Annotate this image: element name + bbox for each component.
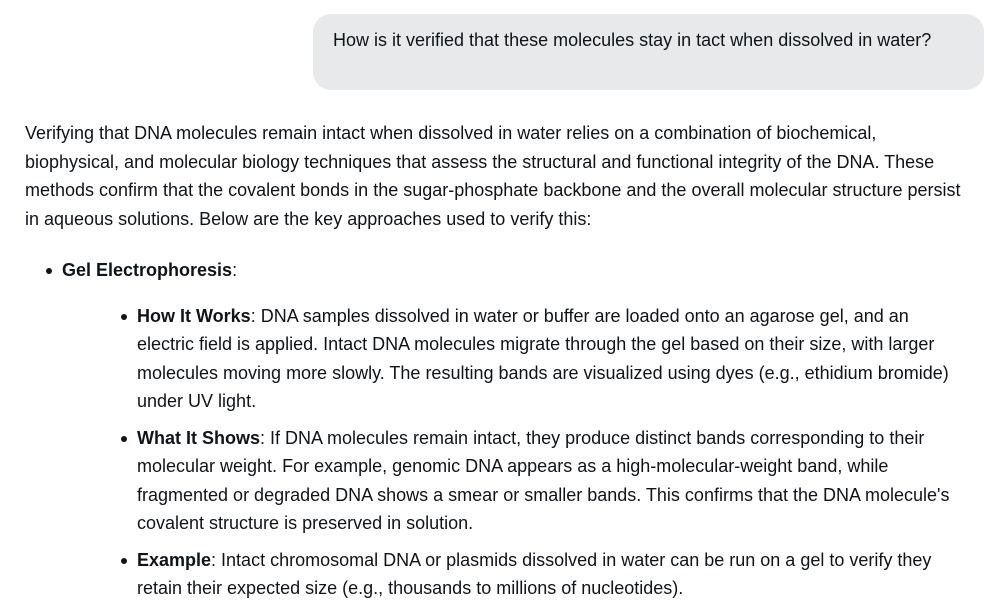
bullet-icon: [121, 314, 127, 320]
response-intro-paragraph: Verifying that DNA molecules remain intact when dissolved in water relies on a combination of biochemical, biophysical, and molecular biology techniques that assess the structural and functional integrity of the DNA. These methods confirm that the covalent bonds in the sugar-phosphate backbone and the overall molecular structure persist in aqueous solutions. Below are the key approaches used to verify this:: [25, 123, 961, 229]
user-message-text: How is it verified that these molecules stay in tact when dissolved in water?: [333, 30, 932, 50]
subitem-example: [62, 546, 970, 603]
section-title: Gel Electrophoresis: [62, 260, 233, 280]
subitem-label: How It Works: [137, 305, 251, 326]
section-subitem-list: [62, 302, 970, 603]
subitem-text: : Intact chromosomal DNA or plasmids dissolved in water can be run on a gel to verify they retain their expected size (e.g., thousands to millions of nucleotides).: [137, 549, 932, 598]
bullet-icon: [46, 268, 52, 274]
assistant-response: [25, 119, 970, 603]
subitem-label: What It Shows: [137, 427, 260, 448]
subitem-text: : DNA samples dissolved in water or buffer are loaded onto an agarose gel, and an electric field is applied. Intact DNA molecules migrate through the gel based on their size, with larger molecules moving more slowly. The resulting bands are visualized using dyes (e.g., ethidium bromide) under UV light.: [137, 305, 949, 411]
section-list: [25, 256, 970, 603]
section-item-gel-electrophoresis: [25, 256, 970, 603]
user-message-bubble: [313, 14, 984, 90]
subitem-text: : If DNA molecules remain intact, they produce distinct bands corresponding to their molecular weight. For example, genomic DNA appears as a high-molecular-weight band, while fragmented or degraded DNA shows a smear or smaller bands. This confirms that the DNA molecule's covalent structure is preserved in solution.: [137, 427, 950, 533]
subitem-label: Example: [137, 549, 212, 570]
section-title-suffix: :: [232, 260, 238, 280]
subitem-how-it-works: [62, 302, 970, 416]
subitem-what-it-shows: [62, 424, 970, 538]
bullet-icon: [121, 558, 127, 564]
bullet-icon: [121, 436, 127, 442]
